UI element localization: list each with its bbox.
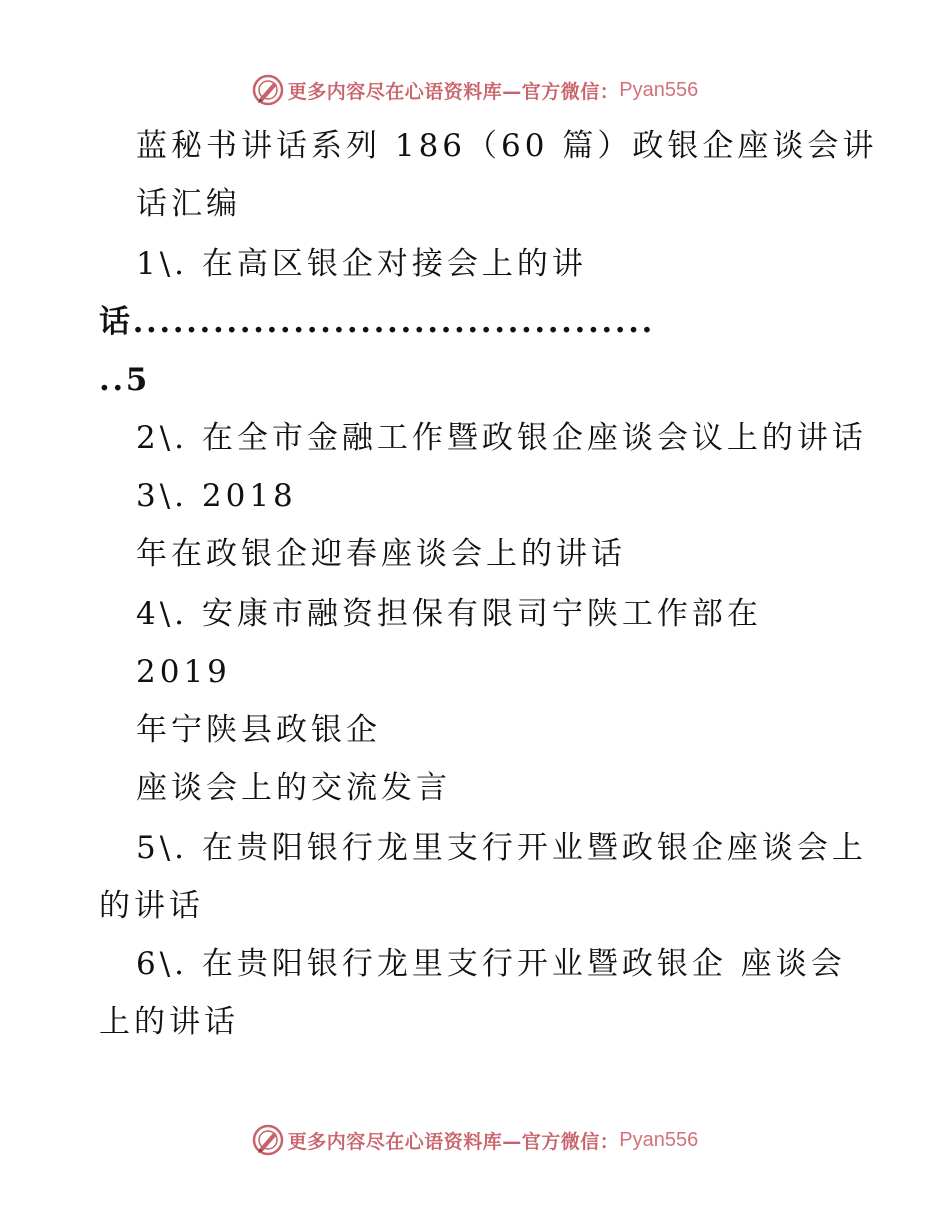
toc-item-3: 3\. 2018	[136, 478, 297, 514]
header-banner	[0, 70, 950, 110]
toc-item-4-year: 2019	[136, 654, 231, 690]
document-title-continued: 话汇编	[136, 186, 241, 222]
wechat-id: Pyan556	[619, 1128, 699, 1151]
footer-banner	[0, 1120, 950, 1160]
banner-text: 更多内容尽在心语资料库—官方微信：	[287, 1130, 620, 1153]
banner-text: 更多内容尽在心语资料库—官方微信：	[287, 80, 620, 103]
toc-item-6-continued: 上的讲话	[99, 1004, 239, 1040]
toc-item-2: 2\. 在全市金融工作暨政银企座谈会议上的讲话	[136, 420, 867, 456]
toc-item-5-continued: 的讲话	[99, 888, 204, 924]
toc-item-1: 1\. 在高区银企对接会上的讲	[136, 246, 587, 282]
toc-item-1-page: ..5	[99, 362, 150, 398]
toc-item-1-leader: 话.......................................	[99, 304, 655, 340]
toc-item-4-continued: 年宁陕县政银企	[136, 712, 381, 748]
pen-logo-icon	[252, 74, 284, 106]
toc-item-4-continued-2: 座谈会上的交流发言	[136, 770, 451, 806]
toc-item-5: 5\. 在贵阳银行龙里支行开业暨政银企座谈会上	[136, 830, 867, 866]
document-title: 蓝秘书讲话系列 186（60 篇）政银企座谈会讲	[136, 128, 878, 164]
toc-item-3-continued: 年在政银企迎春座谈会上的讲话	[136, 536, 626, 572]
pen-logo-icon	[252, 1124, 284, 1156]
wechat-id: Pyan556	[619, 78, 699, 101]
toc-item-4: 4\. 安康市融资担保有限司宁陕工作部在	[136, 596, 762, 632]
toc-item-6: 6\. 在贵阳银行龙里支行开业暨政银企 座谈会	[136, 946, 846, 982]
